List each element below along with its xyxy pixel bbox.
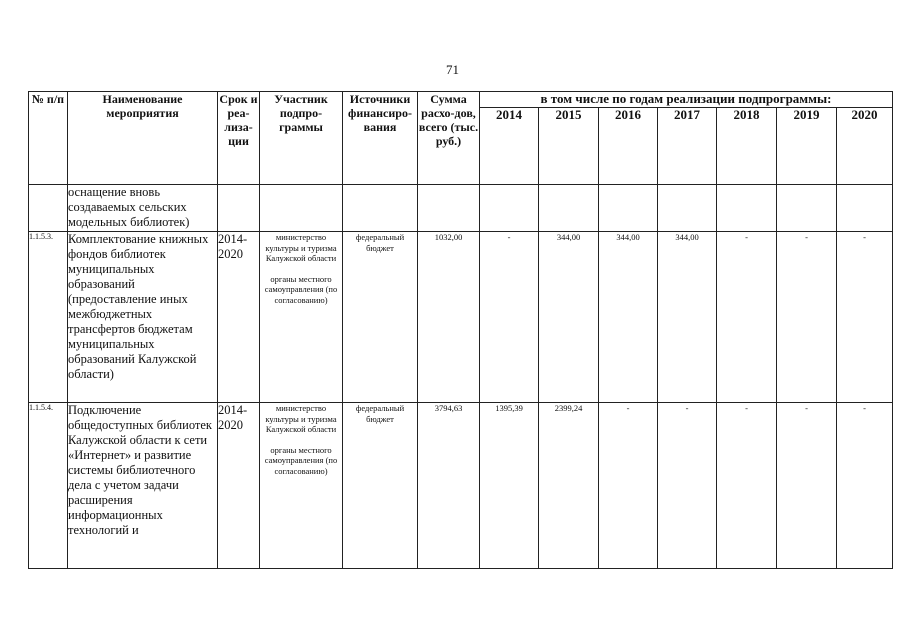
- row-year-value: 2399,24: [539, 403, 599, 569]
- row-name: Комплектование книжных фондов библиотек муниципальных образований (предоставление иных межбюджетных трансфертов бюджетам муниципальных образований Калужской области): [68, 232, 218, 403]
- activities-table: [28, 91, 893, 569]
- row-year-value: -: [837, 403, 893, 569]
- header-name: Наименование мероприятия: [68, 92, 218, 185]
- row-term: 2014-2020: [218, 232, 260, 403]
- row-sum: [418, 185, 480, 232]
- row-year-value: [539, 185, 599, 232]
- row-participant: [260, 232, 343, 403]
- row-year-value: [480, 185, 539, 232]
- header-year-2017: 2017: [658, 108, 717, 185]
- row-name: оснащение вновь создаваемых сельских модельных библиотек): [68, 185, 218, 232]
- row-year-value: -: [717, 403, 777, 569]
- header-source: Источники финансиро-вания: [343, 92, 418, 185]
- header-number: № п/п: [29, 92, 68, 185]
- row-year-value: [658, 185, 717, 232]
- row-source: федеральный бюджет: [343, 403, 418, 569]
- header-year-2015: 2015: [539, 108, 599, 185]
- participant-ministry: министерство культуры и туризма Калужской области: [265, 403, 337, 434]
- row-name: Подключение общедоступных библиотек Калужской области к сети «Интернет» и развитие системы библиотечного дела с учетом задачи расширения информационных технологий и: [68, 403, 218, 569]
- row-sum: 1032,00: [418, 232, 480, 403]
- row-year-value: -: [658, 403, 717, 569]
- row-term: [218, 185, 260, 232]
- row-year-value: 344,00: [539, 232, 599, 403]
- row-number: 1.1.5.3.: [29, 232, 68, 403]
- header-years-group: в том числе по годам реализации подпрограммы:: [480, 92, 893, 108]
- participant-local-government: органы местного самоуправления (по согласованию): [264, 273, 338, 305]
- row-year-value: -: [480, 232, 539, 403]
- row-year-value: -: [717, 232, 777, 403]
- row-year-value: [599, 185, 658, 232]
- row-year-value: 344,00: [599, 232, 658, 403]
- row-year-value: -: [837, 232, 893, 403]
- row-year-value: 1395,39: [480, 403, 539, 569]
- row-year-value: -: [777, 403, 837, 569]
- header-year-2016: 2016: [599, 108, 658, 185]
- row-year-value: -: [777, 232, 837, 403]
- row-participant: [260, 185, 343, 232]
- row-year-value: 344,00: [658, 232, 717, 403]
- header-participant: Участник подпро-граммы: [260, 92, 343, 185]
- row-sum: 3794,63: [418, 403, 480, 569]
- table-row: [29, 185, 893, 232]
- participant-local-government: органы местного самоуправления (по согласованию): [264, 444, 338, 476]
- row-source: федеральный бюджет: [343, 232, 418, 403]
- table-row: [29, 232, 893, 403]
- row-number: 1.1.5.4.: [29, 403, 68, 569]
- row-year-value: [837, 185, 893, 232]
- header-term: Срок и реа-лиза-ции: [218, 92, 260, 185]
- row-year-value: -: [599, 403, 658, 569]
- row-year-value: [777, 185, 837, 232]
- row-year-value: [717, 185, 777, 232]
- row-number: [29, 185, 68, 232]
- table-row: [29, 403, 893, 569]
- header-year-2019: 2019: [777, 108, 837, 185]
- header-sum: Сумма расхо-дов, всего (тыс. руб.): [418, 92, 480, 185]
- row-term: 2014-2020: [218, 403, 260, 569]
- row-participant: [260, 403, 343, 569]
- participant-ministry: министерство культуры и туризма Калужской области: [265, 232, 337, 263]
- row-source: [343, 185, 418, 232]
- header-year-2020: 2020: [837, 108, 893, 185]
- header-year-2018: 2018: [717, 108, 777, 185]
- page-number: 71: [446, 62, 459, 77]
- header-year-2014: 2014: [480, 108, 539, 185]
